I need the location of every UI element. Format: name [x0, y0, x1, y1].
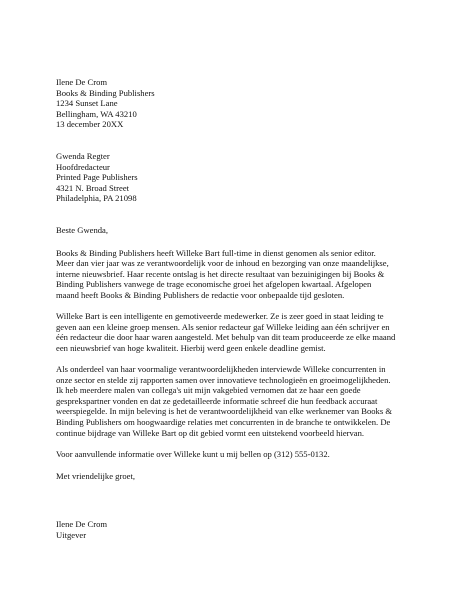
sender-address — [56, 77, 396, 130]
sender-name: Ilene De Crom — [56, 77, 108, 87]
recipient-name: Gwenda Regter — [56, 150, 110, 161]
recipient-company: Printed Page Publishers — [56, 172, 138, 183]
sender-street: 1234 Sunset Lane — [56, 98, 118, 109]
recipient-street: 4321 N. Broad Street — [56, 182, 130, 193]
recipient-address — [56, 151, 396, 204]
salutation: Beste Gwenda, — [56, 224, 109, 235]
body-paragraph-2: Willeke Bart is een intelligente en gemotiveerde medewerker. Ze is zeer goed in staat leiding te geven aan een kleine groep mensen. Als senior redacteur gaf Willeke leiding aan één schrijver en één redacteur die door haar waren aangesteld. Met behulp van dit team produceerde ze elke maand een nieuwsbrief van hoge kwaliteit. Hierbij werd geen enkele deadline gemist. — [56, 311, 396, 353]
closing: Met vriendelijke groet, — [56, 471, 135, 482]
body-paragraph-3: Als onderdeel van haar voormalige verantwoordelijkheden interviewde Willeke concurrenten in onze sector en stelde zij rapporten samen over innovatieve technologieën en groeimogelijkheden. Ik heb meerdere malen van collega's uit mijn vakgebied vernomen dat ze haar een goede gesprekspartner vonden en dat ze gedetailleerde informatie schreef die hun feedback accuraat weerspiegelde. In mijn beleving is het de verantwoordelijkheid van elke werknemer van Books & Binding Publishers om hoogwaardige relaties met concurrenten in de branche te ontwikkelen. De continue bijdrage van Willeke Bart op dit gebied vormt een uitstekend voorbeeld hiervan. — [56, 364, 393, 438]
letter-date: 13 december 20XX — [56, 119, 124, 130]
letter-body — [56, 77, 396, 540]
sender-company: Books & Binding Publishers — [56, 87, 155, 98]
sender-city: Bellingham, WA 43210 — [56, 108, 137, 119]
body-paragraph-1: Books & Binding Publishers heeft Willeke Bart full-time in dienst genomen als senior editor. Meer dan vier jaar was ze verantwoordelijk voor de inhoud en bezorging van onze maandelijkse, interne nieuwsbrief. Haar recente ontslag is het directe resultaat van bezuinigingen bij Books & Binding Publishers vanwege de trage economische groei het afgelopen kwartaal. Afgelopen maand heeft Books & Binding Publishers de redactie voor onbepaalde tijd gesloten. — [56, 247, 389, 300]
body-paragraph-4: Voor aanvullende informatie over Willeke kunt u mij bellen op (312) 555-0132. — [56, 448, 330, 459]
signature-block — [56, 519, 396, 540]
signature-title: Uitgever — [56, 529, 87, 540]
recipient-title: Hoofdredacteur — [56, 161, 110, 172]
signature-name: Ilene De Crom — [56, 519, 108, 529]
recipient-city: Philadelphia, PA 21098 — [56, 193, 137, 204]
